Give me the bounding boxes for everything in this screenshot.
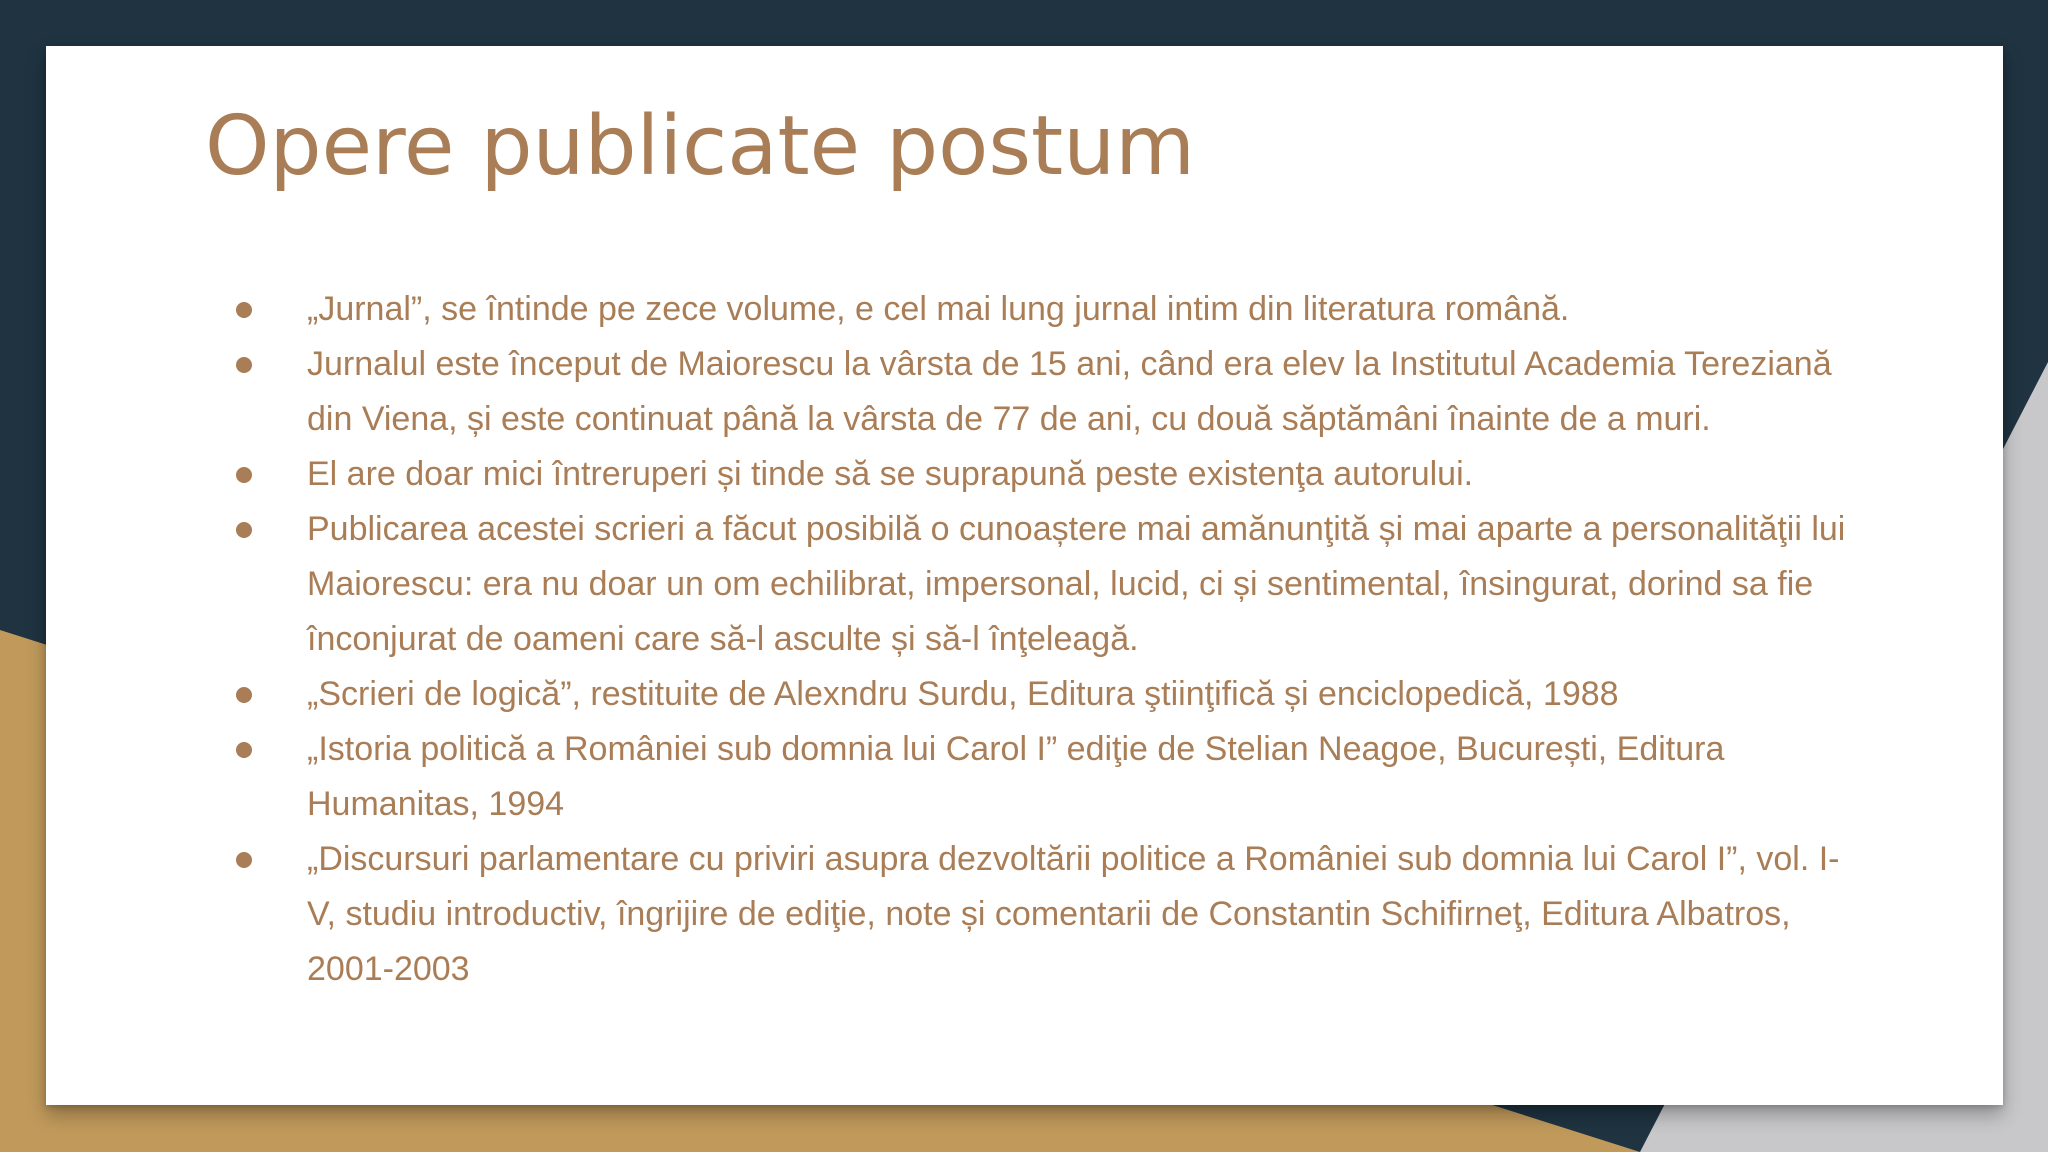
bullet-text: El are doar mici întreruperi și tinde să se suprapună peste existenţa autorului. (307, 455, 1474, 493)
bullet-dot-icon (236, 687, 252, 703)
slide-title: Opere publicate postum (205, 99, 1196, 194)
bullet-item (232, 722, 1852, 832)
bullet-item (232, 337, 1852, 447)
bullet-text: „Jurnal”, se întinde pe zece volume, e cel mai lung jurnal intim din literatura română. (307, 290, 1570, 328)
bullet-text: „Istoria politică a României sub domnia lui Carol I” ediţie de Stelian Neagoe, București, Editura Humanitas, 1994 (307, 730, 1725, 823)
bullet-text: Publicarea acestei scrieri a făcut posibilă o cunoaștere mai amănunţită și mai aparte a personalităţii lui Maiorescu: era nu doar un om echilibrat, impersonal, lucid, ci și sentimental, însingurat, dorind sa fie înconjurat de oameni care să-l asculte și să-l înţeleagă. (307, 510, 1846, 658)
bullet-dot-icon (236, 742, 252, 758)
bullet-text: Jurnalul este început de Maiorescu la vârsta de 15 ani, când era elev la Institutul Academia Tereziană din Viena, și este continuat până la vârsta de 77 de ani, cu două săptămâni înainte de a muri. (307, 345, 1832, 438)
bullet-item (232, 502, 1852, 667)
bullet-item (232, 832, 1852, 997)
bullet-dot-icon (236, 302, 252, 318)
bullet-item (232, 447, 1852, 502)
bullet-text: „Discursuri parlamentare cu priviri asupra dezvoltării politice a României sub domnia lui Carol I”, vol. I-V, studiu introductiv, îngrijire de ediţie, note și comentarii de Constantin Schifirneţ, Editura Albatros, 2001-2003 (307, 840, 1840, 988)
bullet-text: „Scrieri de logică”, restituite de Alexndru Surdu, Editura ştiinţifică și enciclopedică, 1988 (307, 675, 1619, 713)
bullet-dot-icon (236, 522, 252, 538)
bullet-list (232, 282, 1852, 997)
bullet-dot-icon (236, 357, 252, 373)
bullet-dot-icon (236, 467, 252, 483)
bullet-item (232, 282, 1852, 337)
bullet-dot-icon (236, 852, 252, 868)
bullet-item (232, 667, 1852, 722)
